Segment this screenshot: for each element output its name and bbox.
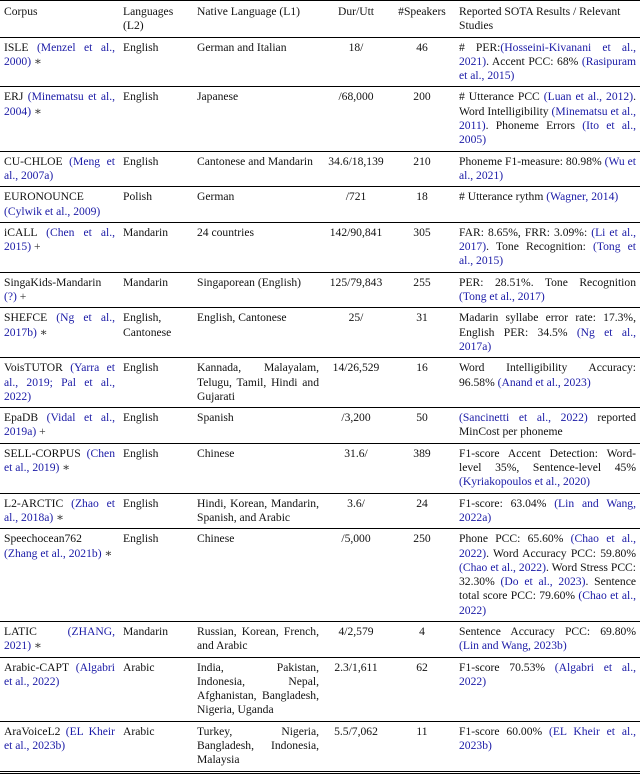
corpus-cell (0, 529, 119, 622)
l1-cell: German and Italian (193, 37, 323, 87)
corpus-cell (0, 151, 119, 187)
sota-cell (455, 37, 640, 87)
l1-cell: Spanish (193, 408, 323, 444)
dur-cell: 31.6/ (323, 443, 389, 493)
table-row (0, 493, 640, 529)
sota-text: Sentence Accuracy PCC: 69.80% (459, 624, 636, 638)
corpus-cell (0, 187, 119, 223)
speakers-cell: 250 (389, 529, 455, 622)
header-corpus: Corpus (0, 1, 119, 38)
sota-text: . Accent PCC: 68% (486, 54, 582, 68)
sota-text: . Word Accuracy PCC: 59.80% (486, 546, 636, 560)
speakers-cell: 389 (389, 443, 455, 493)
l2-cell: Mandarin (119, 621, 193, 657)
corpus-name: Arabic-CAPT (4, 660, 76, 674)
dur-cell: 142/90,841 (323, 222, 389, 272)
corpus-name: SingaKids-Mandarin (4, 275, 102, 289)
speakers-cell: 305 (389, 222, 455, 272)
corpus-citation-link[interactable]: (?) (4, 290, 17, 304)
l1-cell: Singaporean (English) (193, 272, 323, 308)
sota-citation-link[interactable]: (Wagner, 2014) (546, 190, 619, 204)
corpus-cell (0, 443, 119, 493)
sota-citation-link[interactable]: (Sancinetti et al., 2022) (459, 411, 588, 425)
l2-cell: English (119, 443, 193, 493)
corpus-cell (0, 621, 119, 657)
corpus-citation-link[interactable]: (Chen et al., 2015) (4, 225, 115, 254)
dur-cell: /3,200 (323, 408, 389, 444)
table-row (0, 443, 640, 493)
speakers-cell: 200 (389, 87, 455, 151)
speakers-cell: 62 (389, 657, 455, 721)
corpus-name: Speechocean762 (4, 532, 82, 546)
sota-citation-link[interactable]: (Rasipuram et al., 2015) (459, 54, 636, 83)
sota-citation-link[interactable]: (Minematsu et al., 2011) (459, 104, 636, 133)
l2-cell: English (119, 529, 193, 622)
corpus-citation-link[interactable]: (Meng et al., 2007a) (4, 154, 115, 182)
sota-citation-link[interactable]: (Hosseini-Kivanani et al., 2021) (459, 40, 637, 68)
corpus-name: EpaDB (4, 411, 47, 425)
corpus-cell (0, 37, 119, 87)
corpus-citation-link[interactable]: (Zhang et al., 2021b) (4, 546, 102, 560)
corpus-citation-link[interactable]: (Zhao et al., 2018a) (4, 496, 116, 524)
corpus-cell (0, 493, 119, 529)
sota-citation-link[interactable]: (Wu et al., 2021) (459, 154, 636, 182)
speakers-cell: 255 (389, 272, 455, 308)
sota-text: Phoneme F1-measure: 80.98% (459, 154, 605, 168)
sota-cell (455, 187, 640, 223)
corpus-cell (0, 222, 119, 272)
corpus-cell (0, 308, 119, 358)
sota-text: # Utterance rythm (459, 190, 547, 204)
sota-citation-link[interactable]: (Luan et al., 2012) (543, 90, 634, 104)
speakers-cell: 16 (389, 358, 455, 408)
sota-citation-link[interactable]: (Ng et al., 2017a) (459, 325, 637, 353)
table-row (0, 87, 640, 151)
table-row (0, 187, 640, 223)
dur-cell: 34.6/18,139 (323, 151, 389, 187)
sota-cell (455, 87, 640, 151)
table-row (0, 621, 640, 657)
table-row (0, 721, 640, 772)
l2-cell: Arabic (119, 721, 193, 772)
header-l1: Native Language (L1) (193, 1, 323, 38)
corpus-mark: ∗ (31, 639, 42, 653)
corpus-citation-link[interactable]: (Ng et al., 2017b) (4, 311, 115, 339)
corpus-cell (0, 272, 119, 308)
sota-citation-link[interactable]: (Ito et al., 2005) (459, 119, 636, 147)
corpus-citation-link[interactable]: (Algabri et al., 2022) (4, 660, 115, 688)
speakers-cell: 31 (389, 308, 455, 358)
l1-cell: Hindi, Korean, Mandarin, Spanish, and Arabic (193, 493, 323, 529)
corpus-name: CU-CHLOE (4, 154, 70, 168)
sota-text: F1-score 70.53% (459, 660, 555, 674)
sota-text: F1-score: 63.04% (459, 496, 555, 510)
table-row (0, 222, 640, 272)
sota-text: PER: 28.51%. Tone Recognition (459, 275, 636, 289)
table-row (0, 272, 640, 308)
corpus-mark: ∗ (31, 54, 42, 68)
dur-cell: 125/79,843 (323, 272, 389, 308)
corpus-name: SHEFCE (4, 311, 57, 325)
l1-cell: Kannada, Malayalam, Telugu, Tamil, Hindi and Gujarati (193, 358, 323, 408)
l2-cell: English (119, 37, 193, 87)
sota-text: # Utterance PCC (459, 90, 544, 104)
header-dur: Dur/Utt (323, 1, 389, 38)
dur-cell: /721 (323, 187, 389, 223)
dur-cell: 18/ (323, 37, 389, 87)
dur-cell: 2.3/1,611 (323, 657, 389, 721)
l2-cell: English, Cantonese (119, 308, 193, 358)
table-row (0, 308, 640, 358)
header-sota: Reported SOTA Results / Relevant Studies (455, 1, 640, 38)
sota-citation-link[interactable]: (Anand et al., 2023) (497, 375, 591, 389)
speakers-cell: 46 (389, 37, 455, 87)
l2-cell: Polish (119, 187, 193, 223)
sota-text: Word Intelligibility Accuracy: 96.58% (459, 361, 636, 389)
l2-cell: Mandarin (119, 222, 193, 272)
sota-citation-link[interactable]: (Do et al., 2023) (500, 575, 586, 589)
l1-cell: German (193, 187, 323, 223)
header-speakers: #Speakers (389, 1, 455, 38)
sota-citation-link[interactable]: (Lin and Wang, 2023b) (459, 639, 567, 653)
corpus-name: ISLE (4, 40, 37, 54)
corpus-mark: ∗ (31, 104, 42, 118)
corpus-citation-link[interactable]: (Menzel et al., 2000) (4, 40, 116, 68)
l1-cell: Turkey, Nigeria, Bangladesh, Indonesia, Malaysia (193, 721, 323, 772)
sota-text: F1-score Accent Detection: Word-level 35%, Sentence-level 45% (459, 446, 636, 475)
l1-cell: Japanese (193, 87, 323, 151)
header-row (0, 1, 640, 38)
table-row (0, 408, 640, 444)
sota-citation-link[interactable]: (Chao et al., 2022) (459, 560, 546, 574)
corpus-mark: ∗ (59, 461, 71, 475)
corpus-citation-link[interactable]: (Chen et al., 2019) (4, 446, 115, 475)
corpus-name: SELL-CORPUS (4, 446, 87, 460)
l1-cell: Cantonese and Mandarin (193, 151, 323, 187)
corpus-citation-link[interactable]: (ZHANG, 2021) (4, 624, 115, 653)
sota-cell (455, 272, 640, 308)
speakers-cell: 50 (389, 408, 455, 444)
table-row (0, 37, 640, 87)
sota-cell (455, 721, 640, 772)
sota-text: # PER: (459, 40, 501, 54)
corpus-mark: ∗ (53, 510, 65, 524)
sota-text: . Word Intelligibility (459, 90, 636, 118)
sota-citation-link[interactable]: (Chao et al., 2022) (459, 532, 636, 560)
l2-cell: Mandarin (119, 272, 193, 308)
table-row (0, 151, 640, 187)
l1-cell: India, Pakistan, Indonesia, Nepal, Afghanistan, Bangladesh, Nigeria, Uganda (193, 657, 323, 721)
sota-text: Madarin syllabe error rate: 17.3%, English PER: 34.5% (459, 311, 636, 339)
sota-citation-link[interactable]: (Kyriakopoulos et al., 2020) (459, 475, 591, 489)
l2-cell: English (119, 408, 193, 444)
corpus-citation-link[interactable]: (EL Kheir et al., 2023b) (4, 724, 116, 753)
table-body (0, 37, 640, 772)
corpus-cell (0, 87, 119, 151)
sota-text: F1-score 60.00% (459, 724, 549, 738)
corpus-mark: + (31, 240, 41, 254)
l1-cell: Chinese (193, 529, 323, 622)
speakers-cell: 11 (389, 721, 455, 772)
sota-cell (455, 222, 640, 272)
l2-cell: English (119, 87, 193, 151)
sota-cell (455, 308, 640, 358)
corpus-name: AraVoiceL2 (4, 724, 66, 738)
dur-cell: /68,000 (323, 87, 389, 151)
sota-text: Phone PCC: 65.60% (459, 532, 571, 546)
corpus-name: LATIC (4, 624, 68, 638)
speakers-cell: 24 (389, 493, 455, 529)
sota-cell (455, 621, 640, 657)
dur-cell: 25/ (323, 308, 389, 358)
l2-cell: English (119, 493, 193, 529)
sota-cell (455, 443, 640, 493)
l2-cell: English (119, 358, 193, 408)
table-row (0, 529, 640, 622)
corpus-name: EURONOUNCE (4, 190, 84, 204)
dur-cell: 5.5/7,062 (323, 721, 389, 772)
corpus-name: VoisTUTOR (4, 361, 71, 375)
corpus-citation-link[interactable]: (Vidal et al., 2019a) (4, 411, 116, 439)
sota-cell (455, 151, 640, 187)
dur-cell: 4/2,579 (323, 621, 389, 657)
l1-cell: Chinese (193, 443, 323, 493)
corpus-cell (0, 721, 119, 772)
sota-cell (455, 408, 640, 444)
header-l2: Languages (L2) (119, 1, 193, 38)
sota-text: . Phoneme Errors (485, 119, 583, 133)
l1-cell: English, Cantonese (193, 308, 323, 358)
sota-text: . Word Stress PCC: 32.30% (459, 560, 637, 589)
l1-cell: Russian, Korean, French, and Arabic (193, 621, 323, 657)
sota-text: . Sentence total score PCC: 79.60% (459, 575, 636, 603)
sota-text: reported MinCost per phoneme (459, 411, 637, 439)
corpus-cell (0, 358, 119, 408)
corpus-name: L2-ARCTIC (4, 496, 72, 510)
speakers-cell: 18 (389, 187, 455, 223)
sota-citation-link[interactable]: (Tong et al., 2015) (459, 240, 636, 268)
l2-cell: Arabic (119, 657, 193, 721)
corpus-cell (0, 408, 119, 444)
corpus-mark: ∗ (101, 546, 113, 560)
corpus-mark: + (36, 425, 46, 439)
sota-citation-link[interactable]: (Algabri et al., 2022) (459, 660, 636, 688)
l2-cell: English (119, 151, 193, 187)
corpus-citation-link[interactable]: (Minematsu et al., 2004) (4, 90, 115, 118)
table-row (0, 358, 640, 408)
dur-cell: 14/26,529 (323, 358, 389, 408)
sota-citation-link[interactable]: (Li et al., 2017) (459, 225, 636, 254)
sota-citation-link[interactable]: (EL Kheir et al., 2023b) (459, 724, 637, 753)
sota-citation-link[interactable]: (Tong et al., 2017) (459, 290, 545, 304)
sota-citation-link[interactable]: (Lin and Wang, 2022a) (459, 496, 636, 524)
corpus-mark: ∗ (36, 325, 48, 339)
l1-cell: 24 countries (193, 222, 323, 272)
speakers-cell: 4 (389, 621, 455, 657)
dur-cell: /5,000 (323, 529, 389, 622)
speakers-cell: 210 (389, 151, 455, 187)
dur-cell: 3.6/ (323, 493, 389, 529)
sota-cell (455, 529, 640, 622)
corpus-mark: + (16, 290, 27, 304)
sota-citation-link[interactable]: (Chao et al., 2022) (459, 589, 636, 617)
sota-cell (455, 493, 640, 529)
corpus-citation-link[interactable]: (Cylwik et al., 2009) (4, 204, 101, 218)
sota-text: . Tone Recognition: (486, 240, 593, 254)
corpus-name: iCALL (4, 225, 47, 239)
sota-text: FAR: 8.65%, FRR: 3.09%: (459, 225, 592, 239)
sota-cell (455, 358, 640, 408)
corpus-citation-link[interactable]: (Yarra et al., 2019; Pal et al., 2022) (4, 361, 115, 403)
corpus-name: ERJ (4, 90, 28, 104)
